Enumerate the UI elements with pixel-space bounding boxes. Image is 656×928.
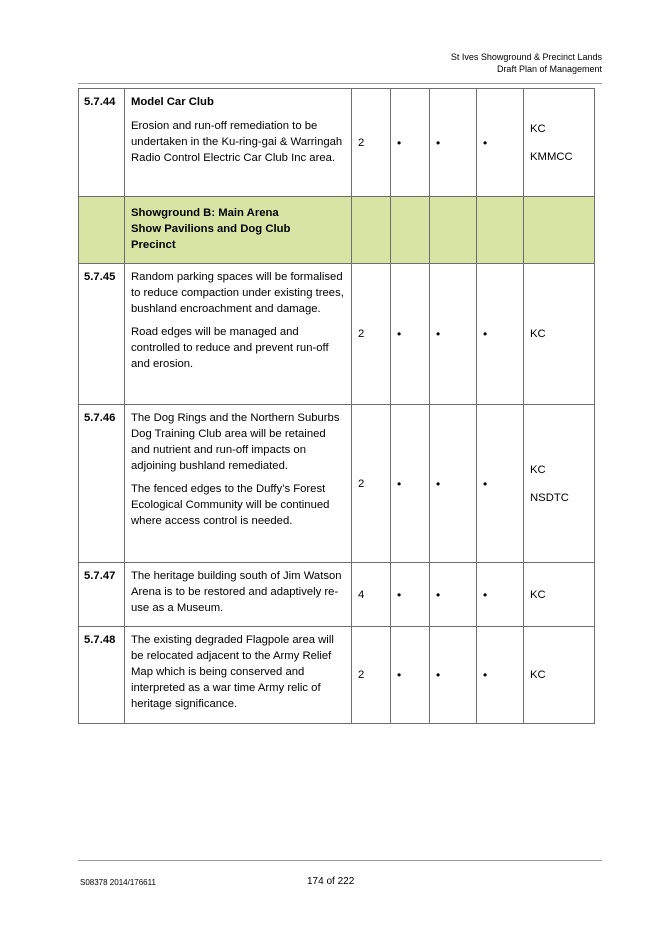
responsibility-code: KC [530, 328, 546, 340]
document-header [451, 51, 602, 75]
document-reference: S08378 2014/176611 [80, 878, 156, 887]
bullet-cell: • [391, 264, 430, 405]
action-number: 5.7.47 [79, 563, 125, 627]
responsibility-code: NSDTC [530, 491, 569, 504]
responsibility-code: KC [530, 588, 546, 601]
table-row [79, 89, 595, 197]
bullet-cell: • [430, 264, 477, 405]
bullet-cell: • [430, 563, 477, 627]
action-number: 5.7.45 [79, 264, 125, 405]
bullet-cell: • [391, 563, 430, 627]
table-row [79, 264, 595, 405]
action-text: The Dog Rings and the Northern Suburbs Dog Training Club area will be retained and nutrient and run-off impacts on adjoining bushland remediated. [131, 412, 340, 472]
responsibility-code: KC [530, 669, 546, 681]
header-line-2: Draft Plan of Management [496, 64, 602, 74]
responsibility-cell [524, 89, 595, 197]
action-text: The existing degraded Flagpole area will be relocated adjacent to the Army Relief Map which is being conserved and interpreted as a war time Army relic of heritage significance. [131, 634, 334, 710]
action-text: The fenced edges to the Duffy’s Forest Ecological Community will be continued where access control is needed. [131, 483, 330, 527]
action-description [125, 563, 352, 627]
responsibility-code: KC [530, 463, 546, 476]
bullet-cell: • [430, 405, 477, 563]
action-text: Road edges will be managed and controlled to reduce and prevent run-off and erosion. [131, 326, 329, 370]
table-row [79, 563, 595, 627]
footer-rule [78, 860, 602, 861]
bullet-cell: • [477, 563, 524, 627]
action-number: 5.7.44 [79, 89, 125, 197]
action-text: Erosion and run-off remediation to be undertaken in the Ku-ring-gai & Warringah Radio Control Electric Car Club Inc area. [131, 120, 343, 164]
bullet-cell: • [430, 627, 477, 724]
responsibility-cell [524, 627, 595, 724]
bullet-cell: • [391, 89, 430, 197]
priority-cell: 2 [352, 89, 391, 197]
bullet-cell: • [477, 405, 524, 563]
priority-cell: 2 [352, 264, 391, 405]
action-description [125, 264, 352, 405]
action-text: Random parking spaces will be formalised to reduce compaction under existing trees, bushland encroachment and damage. [131, 271, 344, 315]
actions-table [78, 88, 595, 724]
action-description [125, 627, 352, 724]
section-title: Showground B: Main Arena Show Pavilions and Dog Club Precinct [125, 197, 352, 264]
table-row [79, 627, 595, 724]
priority-cell: 2 [352, 627, 391, 724]
responsibility-cell [524, 264, 595, 405]
responsibility-cell [524, 563, 595, 627]
priority-cell: 2 [352, 405, 391, 563]
bullet-cell: • [391, 405, 430, 563]
header-rule [78, 83, 602, 84]
bullet-cell: • [430, 89, 477, 197]
section-row [79, 197, 595, 264]
responsibility-code: KC [530, 122, 546, 135]
table-row [79, 405, 595, 563]
responsibility-code: KMMCC [530, 150, 573, 163]
action-number: 5.7.48 [79, 627, 125, 724]
bullet-cell: • [391, 627, 430, 724]
action-text: The heritage building south of Jim Watson Arena is to be restored and adaptively re-use as a Museum. [131, 570, 342, 614]
page-number: 174 of 222 [307, 876, 355, 887]
bullet-cell: • [477, 89, 524, 197]
action-number: 5.7.46 [79, 405, 125, 563]
action-description [125, 405, 352, 563]
action-title: Model Car Club [131, 96, 214, 108]
responsibility-cell [524, 405, 595, 563]
bullet-cell: • [477, 264, 524, 405]
priority-cell: 4 [352, 563, 391, 627]
action-description [125, 89, 352, 197]
bullet-cell: • [477, 627, 524, 724]
header-line-1: St Ives Showground & Precinct Lands [450, 52, 602, 62]
